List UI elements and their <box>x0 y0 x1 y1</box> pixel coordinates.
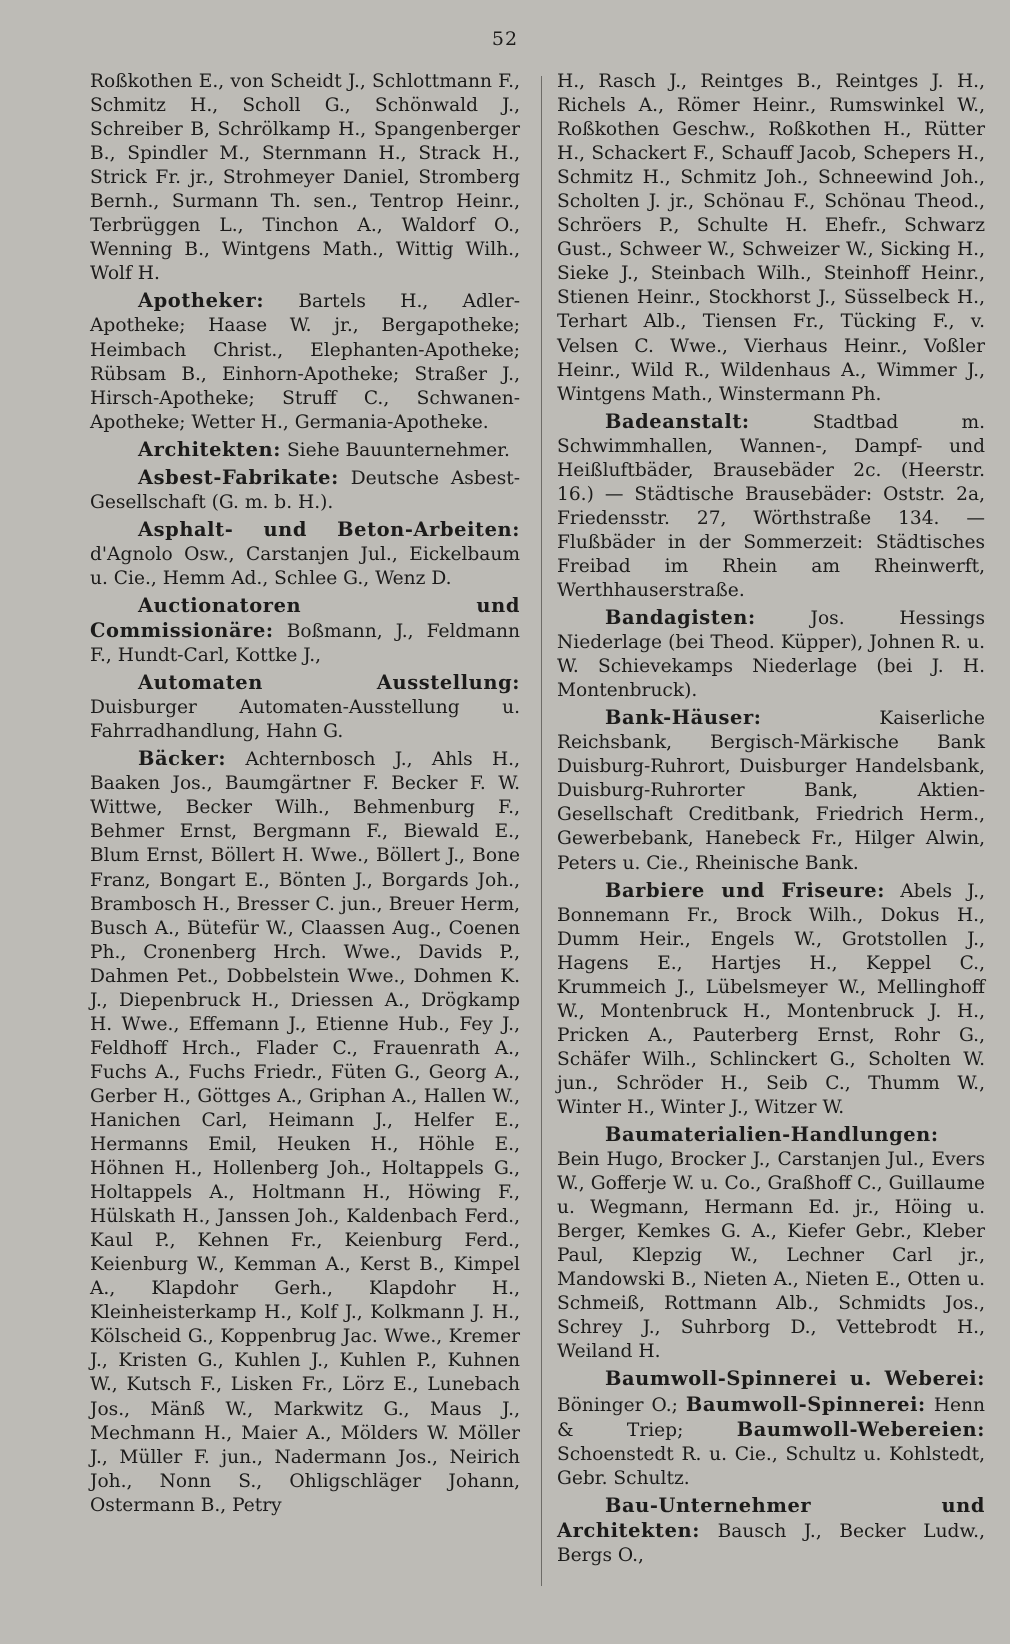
entry-heading: Bank-Häuser: <box>605 706 762 730</box>
entry-heading: Apotheker: <box>138 289 265 313</box>
entry-heading: Asphalt- und Beton-Arbeiten: <box>138 517 520 541</box>
entry-text: Bein Hugo, Brocker J., Carstanjen Jul., Evers W., Gofferje W. u. Co., Graßhoff C., Guillaume u. Wegmann, Hermann Ed. jr., Höing u. Berger, Kemkes G. A., Kiefer Gebr., Kleber Paul, Klepzig W., Lechner Carl jr., Mandowski B., Nieten A., Nieten E., Otten u. Schmeiß, Rottmann Alb., Schmidts Jos., Schrey J., Suhrborg D., Vettebrodt H., Weiland H. <box>557 1149 985 1363</box>
entry-heading: Bau-Unternehmer und Architekten: <box>557 1493 985 1542</box>
right-entry-barbiere <box>557 879 985 1120</box>
right-entry-bank-haeuser <box>557 706 985 875</box>
right-entry-continued <box>557 70 985 407</box>
left-entry-baecker <box>90 747 520 1518</box>
entry-text: Boßmann, J., Feldmann F., Hundt-Carl, Kottke J., <box>90 621 520 667</box>
entry-text: Roßkothen E., von Scheidt J., Schlottmann F., Schmitz H., Scholl G., Schönwald J., Schreiber B, Schrölkamp H., Spangenberger B., Spindler M., Sternmann H., Strack H., Strick Fr. jr., Strohmeyer Daniel, Stromberg Bernh., Surmann Th. sen., Tentrop Heinr., Terbrüggen L., Tinchon A., Waldorf O., Wenning B., Wintgens Math., Wittig Wilh., Wolf H. <box>90 71 520 285</box>
entry-heading: Auctionatoren und Commissionäre: <box>90 593 520 643</box>
entry-text: Duisburger Automaten-Ausstellung u. Fahrradhandlung, Hahn G. <box>90 697 520 743</box>
left-entry-architekten <box>90 438 520 463</box>
right-entry-bau-unternehmer <box>557 1494 985 1568</box>
entry-heading: Asbest-Fabrikate: <box>138 465 339 489</box>
entry-text: Schoenstedt R. u. Cie., Schultz u. Kohlstedt, Gebr. Schultz. <box>557 1443 985 1489</box>
entry-heading: Bandagisten: <box>605 606 756 630</box>
page-number: 52 <box>491 28 519 50</box>
entry-heading: Baumwoll-Spinnerei u. Weberei: <box>605 1367 985 1391</box>
entry-heading: Baumwoll-Spinnerei: <box>685 1392 926 1416</box>
entry-text: Achternbosch J., Ahls H., Baaken Jos., Baumgärtner F. Becker F. W. Wittwe, Becker Wilh., Behmenburg F., Behmer Ernst, Bergmann F., Biewald E., Blum Ernst, Böllert H. Wwe., Böllert J., Bone Franz, Bongart E., Bönten J., Borgards Joh., Brambosch H., Bresser C. jun., Breuer Herm, Busch A., Bütefür W., Claassen Aug., Coenen Ph., Cronenberg Hrch. Wwe., Davids P., Dahmen Pet., Dobbelstein Wwe., Dohmen K. J., Diepenbruck H., Driessen A., Drögkamp H. Wwe., Effemann J., Etienne Hub., Fey J., Feldhoff Hrch., Flader C., Frauenrath A., Fuchs A., Fuchs Friedr., Füten G., Georg A., Gerber H., Göttges A., Griphan A., Hallen W., Hanichen Carl, Heimann J., Helfer E., Hermanns Emil, Heuken H., Höhle E., Höhnen H., Hollenberg Joh., Holtappels G., Holtappels A., Holtmann H., Höwing F., Hülskath H., Janssen Joh., Kaldenbach Ferd., Kaul P., Kehnen Fr., Keienburg Ferd., Keienburg W., Kemman A., Kerst B., Kimpel A., Klapdohr Gerh., Klapdohr H., Kleinheisterkamp H., Kolf J., Kolkmann J. H., Kölscheid G., Koppenbrug Jac. Wwe., Kremer J., Kristen G., Kuhlen J., Kuhlen P., Kuhnen W., Kutsch F., Lisken Fr., Lörz E., Lunebach Jos., Mänß W., Markwitz G., Maus J., Mechmann H., Maier A., Mölders W. Möller J., Müller F. jun., Nadermann Jos., Neirich Joh., Nonn S., Ohligschläger Johann, Ostermann B., Petry <box>90 749 520 1516</box>
entry-text: Abels J., Bonnemann Fr., Brock Wilh., Dokus H., Dumm Heir., Engels W., Grotstollen J., Hagens E., Hartjes H., Keppel C., Krummeich J., Lübelsmeyer W., Mellinghoff W., Montenbruck H., Montenbruck J. H., Pricken A., Pauterberg Ernst, Rohr G., Schäfer Wilh., Schlinckert G., Scholten W. jun., Schröder H., Seib C., Thumm W., Winter H., Winter J., Witzer W. <box>557 880 985 1118</box>
left-entry-automaten <box>90 671 520 744</box>
right-entry-bandagisten <box>557 606 985 703</box>
entry-heading: Automaten Ausstellung: <box>138 671 520 695</box>
right-entry-badeanstalt <box>557 410 985 603</box>
left-entry-apotheker <box>90 289 520 434</box>
entry-heading: Baumwoll-Webereien: <box>736 1417 985 1441</box>
entry-text: Kaiserliche Reichsbank, Bergisch-Märkische Bank Duisburg-Ruhrort, Duisburger Handelsbank, Duisburg-Ruhrorter Bank, Aktien-Gesellschaft Creditbank, Friedrich Herm., Gewerbebank, Hanebeck Fr., Hilger Alwin, Peters u. Cie., Rheinische Bank. <box>557 708 985 874</box>
entry-heading: Badeanstalt: <box>605 409 750 433</box>
right-entry-baumaterialien <box>557 1123 985 1364</box>
column-divider <box>541 76 542 1586</box>
right-column <box>557 70 985 1568</box>
entry-heading: Architekten: <box>138 437 282 461</box>
entry-heading: Barbiere und Friseure: <box>605 878 886 902</box>
entry-text: Böninger O.; <box>557 1394 678 1416</box>
entry-heading: Bäcker: <box>138 747 227 771</box>
entry-text: Jos. Hessings Niederlage (bei Theod. Küpper), Johnen R. u. W. Schievekamps Niederlage (bei J. H. Montenbruck). <box>557 608 985 702</box>
entry-text: Deutsche Asbest-Gesellschaft (G. m. b. H.). <box>90 467 520 513</box>
left-entry-asbest <box>90 466 520 515</box>
left-entry-auctionatoren <box>90 594 520 668</box>
entry-text: H., Rasch J., Reintges B., Reintges J. H., Richels A., Römer Heinr., Rumswinkel W., Roßkothen Geschw., Roßkothen H., Rütter H., Schackert F., Schauff Jacob, Schepers H., Schmitz H., Schmitz Joh., Schneewind Joh., Scholten J. jr., Schönau F., Schönau Theod., Schröers P., Schulte H. Ehefr., Schwarz Gust., Schweer W., Schweizer W., Sicking H., Sieke J., Steinbach Wilh., Steinhoff Heinr., Stienen Heinr., Stockhorst J., Süsselbeck H., Terhart Alb., Tiensen Fr., Tücking F., v. Velsen C. Wwe., Vierhaus Heinr., Voßler Heinr., Wild R., Wildenhaus A., Wimmer J., Wintgens Math., Winstermann Ph. <box>557 71 985 405</box>
left-column <box>90 70 520 1518</box>
entry-text: Stadtbad m. Schwimmhallen, Wannen-, Dampf- und Heißluftbäder, Brausebäder 2c. (Heerstr. 16.) — Städtische Brausebäder: Oststr. 2a, Friedensstr. 27, Wörthstraße 134. — Flußbäder in der Sommerzeit: Städtisches Freibad im Rhein am Rheinwerft, Werthhauserstraße. <box>557 411 985 601</box>
left-entry-continued <box>90 70 520 286</box>
entry-text: Siehe Bauunternehmer. <box>286 439 510 461</box>
entry-text: Bausch J., Becker Ludw., Bergs O., <box>557 1520 985 1566</box>
left-entry-asphalt <box>90 518 520 591</box>
entry-text: Bartels H., Adler-Apotheke; Haase W. jr., Bergapotheke; Heimbach Christ., Elephanten-Apotheke; Rübsam B., Einhorn-Apotheke; Straßer J., Hirsch-Apotheke; Struff C., Schwanen-Apotheke; Wetter H., Germania-Apotheke. <box>90 291 520 433</box>
entry-text: Henn & Triep; <box>557 1394 985 1441</box>
entry-text: d'Agnolo Osw., Carstanjen Jul., Eickelbaum u. Cie., Hemm Ad., Schlee G., Wenz D. <box>90 543 520 589</box>
entry-heading: Baumaterialien-Handlungen: <box>605 1123 939 1147</box>
right-entry-baumwolle <box>557 1367 985 1490</box>
